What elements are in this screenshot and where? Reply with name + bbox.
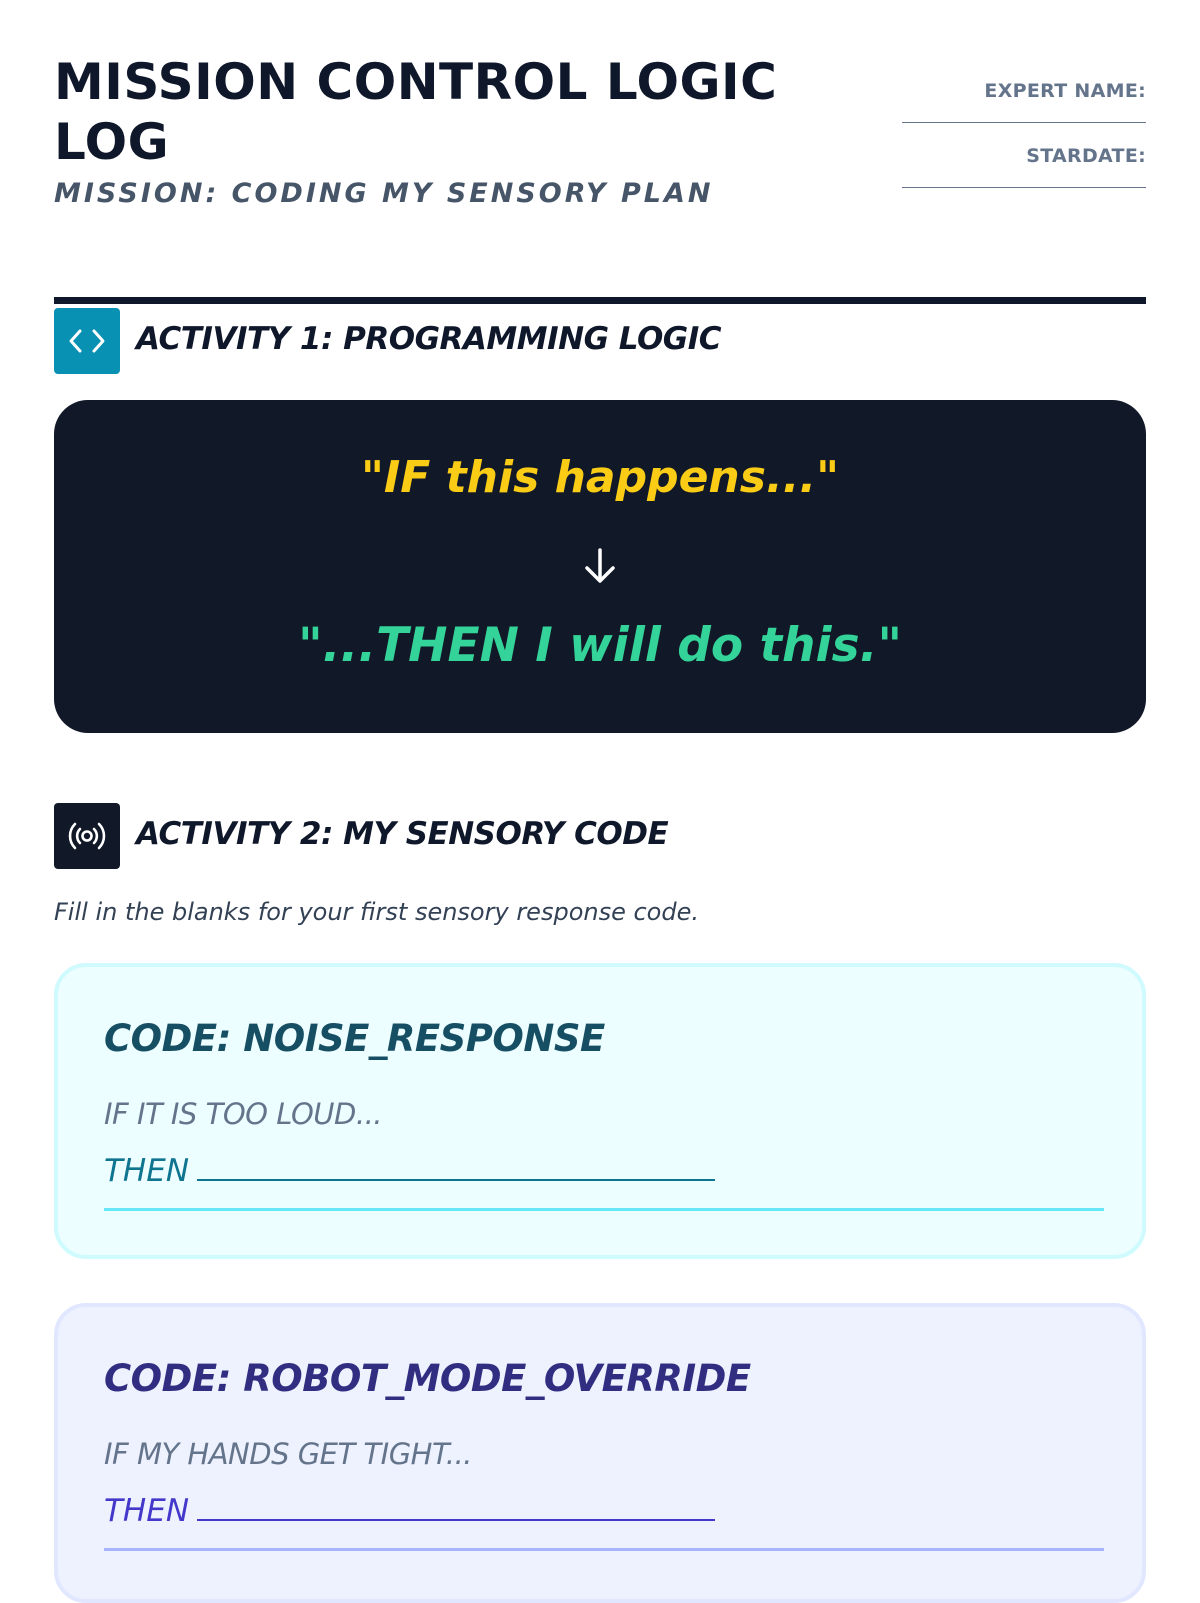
activity-2-heading bbox=[54, 803, 1146, 869]
arrow-down-icon bbox=[580, 546, 620, 586]
page-title: MISSION CONTROL LOGIC LOG bbox=[54, 53, 778, 171]
stardate-field[interactable] bbox=[902, 167, 1146, 188]
code-card-noise-response bbox=[54, 963, 1146, 1259]
then-answer-blank[interactable] bbox=[197, 1495, 715, 1521]
worksheet-page bbox=[54, 0, 1146, 1600]
activity-1-heading bbox=[54, 308, 1146, 374]
card-then-label: THEN bbox=[104, 1493, 190, 1529]
activity-2-title: ACTIVITY 2: MY SENSORY CODE bbox=[136, 816, 669, 852]
activity-1-title: ACTIVITY 1: PROGRAMMING LOGIC bbox=[136, 321, 722, 357]
meta-fields bbox=[896, 80, 1146, 210]
code-brackets-icon bbox=[54, 308, 120, 374]
card-then-label: THEN bbox=[104, 1153, 190, 1189]
card-then-row bbox=[104, 1493, 715, 1529]
card-if-text: IF MY HANDS GET TIGHT... bbox=[104, 1437, 472, 1471]
card-answer-line[interactable] bbox=[104, 1548, 1104, 1551]
expert-name-label: EXPERT NAME: bbox=[984, 80, 1146, 102]
logic-then-text: "...THEN I will do this." bbox=[298, 618, 902, 673]
expert-name-field[interactable] bbox=[902, 102, 1146, 123]
page-subtitle: MISSION: CODING MY SENSORY PLAN bbox=[54, 178, 714, 209]
header bbox=[54, 52, 1146, 254]
code-card-robot-mode-override bbox=[54, 1303, 1146, 1603]
card-then-row bbox=[104, 1153, 715, 1189]
card-if-text: IF IT IS TOO LOUD... bbox=[104, 1097, 383, 1131]
logic-if-text: "IF this happens..." bbox=[360, 452, 840, 503]
instructions-text: Fill in the blanks for your first sensory response code. bbox=[54, 898, 699, 926]
then-answer-blank[interactable] bbox=[197, 1155, 715, 1181]
broadcast-icon bbox=[54, 803, 120, 869]
card-answer-line[interactable] bbox=[104, 1208, 1104, 1211]
header-divider bbox=[54, 297, 1146, 304]
logic-box bbox=[54, 400, 1146, 733]
stardate-label: STARDATE: bbox=[1026, 145, 1146, 167]
card-title: CODE: NOISE_RESPONSE bbox=[104, 1017, 605, 1060]
card-title: CODE: ROBOT_MODE_OVERRIDE bbox=[104, 1357, 751, 1400]
